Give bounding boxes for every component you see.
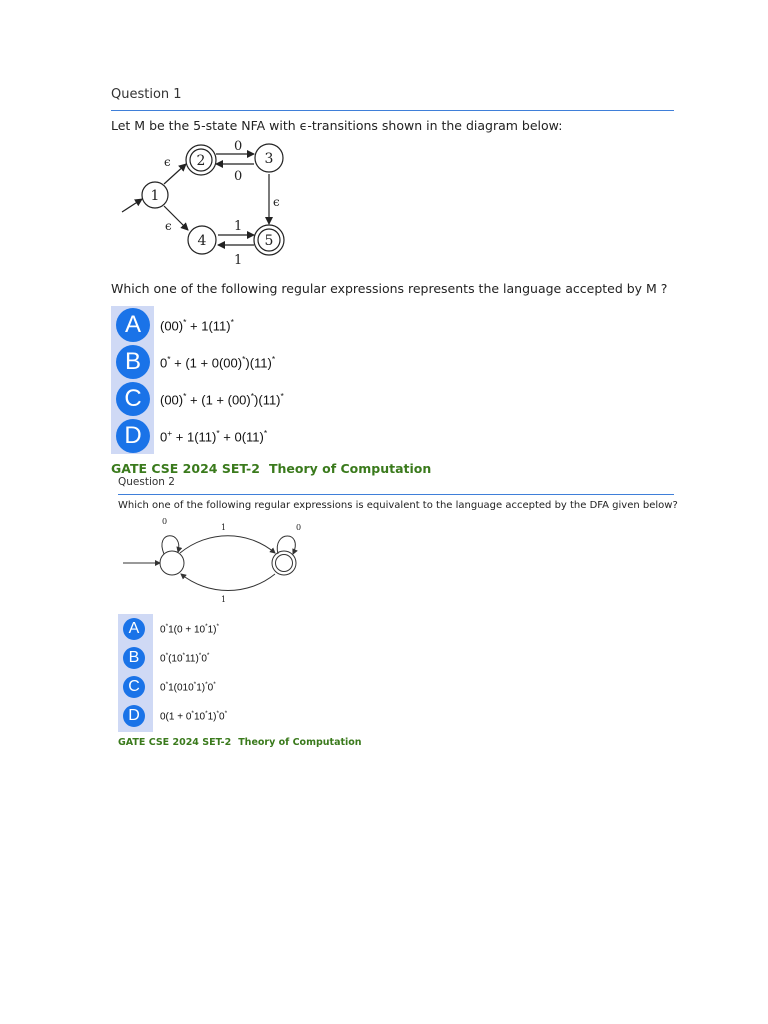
question-1-tag — [111, 461, 431, 476]
option-a-q1[interactable] — [116, 308, 234, 342]
tag-exam-link[interactable]: GATE CSE 2024 SET-2 — [111, 461, 260, 476]
option-d-q2[interactable] — [123, 705, 227, 727]
label-e14: ϵ — [165, 219, 172, 233]
dfa-state-start — [160, 551, 184, 575]
option-expression: (00)* + (1 + (00)*)(11)* — [160, 390, 284, 408]
state-1 — [142, 182, 168, 208]
question-2-divider — [118, 494, 674, 495]
option-letter: B — [123, 647, 145, 669]
option-expression: (00)* + 1(11)* — [160, 316, 234, 334]
option-letter: B — [116, 345, 150, 379]
option-letter: D — [116, 419, 150, 453]
label-a54: 1 — [234, 253, 243, 268]
dfa-edge-top — [180, 536, 275, 553]
question-1-divider — [111, 110, 674, 111]
dfa-label-loop0b: 0 — [296, 523, 302, 532]
option-c-q2[interactable] — [123, 676, 216, 698]
question-2-text: Which one of the following regular expressions is equivalent to the language accepted by the DFA given below? — [118, 500, 678, 511]
svg-text:1: 1 — [150, 188, 160, 204]
nfa-diagram — [112, 134, 302, 270]
label-a23: 0 — [234, 139, 243, 154]
label-a32: 0 — [234, 169, 243, 184]
label-e12: ϵ — [164, 155, 171, 169]
dfa-label-top1: 1 — [221, 523, 227, 532]
tag-subject-link[interactable]: Theory of Computation — [268, 461, 432, 476]
option-a-q2[interactable] — [123, 618, 219, 640]
option-b-q1[interactable] — [116, 345, 275, 379]
option-expression: 0*1(0 + 10*1)* — [160, 622, 220, 636]
dfa-label-loop0a: 0 — [162, 517, 168, 526]
option-b-q2[interactable] — [123, 647, 209, 669]
option-letter: C — [123, 676, 145, 698]
tag-exam-link[interactable]: GATE CSE 2024 SET-2 — [118, 737, 232, 748]
svg-text:5: 5 — [264, 233, 274, 249]
option-expression: 0+ + 1(11)* + 0(11)* — [160, 427, 268, 445]
option-letter: C — [116, 382, 150, 416]
option-expression: 0(1 + 0*10*1)*0* — [160, 709, 228, 723]
question-1-prompt: Let M be the 5-state NFA with ϵ-transitions shown in the diagram below: — [111, 118, 563, 133]
state-3 — [255, 144, 283, 172]
question-2-tag — [118, 737, 362, 748]
svg-text:2: 2 — [196, 153, 206, 169]
svg-text:3: 3 — [264, 151, 274, 167]
dfa-edge-bottom — [181, 574, 275, 591]
svg-text:4: 4 — [197, 233, 207, 249]
option-letter: A — [123, 618, 145, 640]
option-expression: 0* + (1 + 0(00)*)(11)* — [160, 353, 276, 371]
tag-subject-link[interactable]: Theory of Computation — [238, 737, 362, 748]
question-2-title: Question 2 — [118, 476, 175, 488]
dfa-label-bottom1: 1 — [221, 595, 227, 604]
question-1-title: Question 1 — [111, 87, 182, 102]
option-letter: D — [123, 705, 145, 727]
question-1-text: Which one of the following regular expressions represents the language accepted by M ? — [111, 281, 668, 296]
option-expression: 0*1(010*1)*0* — [160, 680, 216, 694]
state-5 — [254, 225, 284, 255]
state-2 — [186, 145, 216, 175]
label-a45: 1 — [234, 219, 243, 234]
option-d-q1[interactable] — [116, 419, 267, 453]
dfa-diagram — [118, 514, 328, 606]
state-4 — [188, 226, 216, 254]
start-arrow — [122, 199, 142, 212]
option-expression: 0*(10*11)*0* — [160, 651, 210, 665]
option-c-q1[interactable] — [116, 382, 284, 416]
option-letter: A — [116, 308, 150, 342]
label-e35: ϵ — [273, 195, 280, 209]
